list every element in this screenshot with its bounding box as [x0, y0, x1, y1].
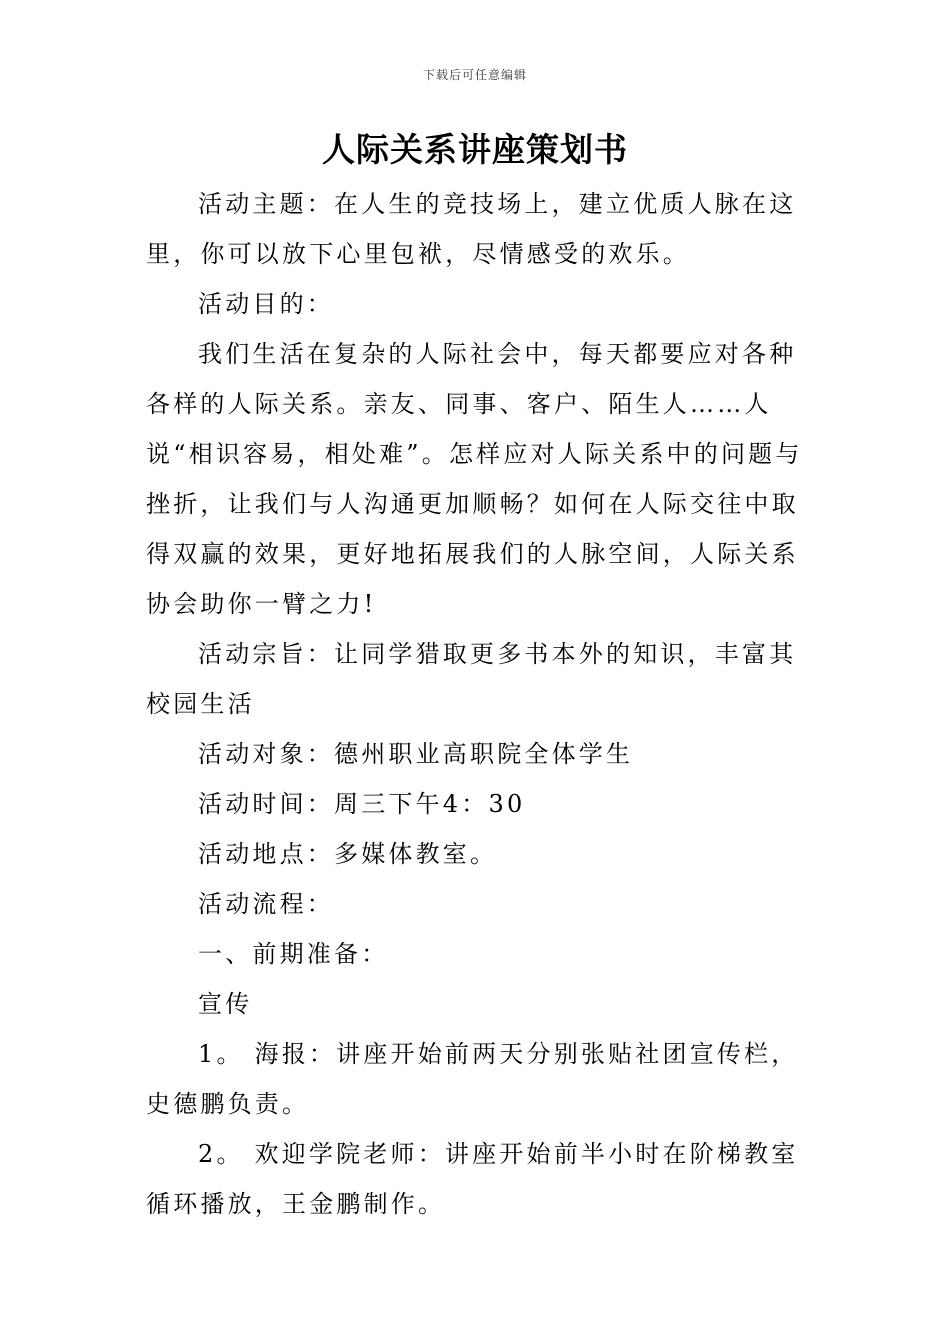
paragraph-purpose-heading: 活动目的： [198, 290, 334, 318]
paragraph-purpose: 我们生活在复杂的人际社会中，每天都要应对各种各样的人际关系。亲友、同事、客户、陌生人……人说“相识容易，相处难”。怎样应对人际关系中的问题与挫折，让我们与人沟通更加顺畅？如何在人际交往中取得双赢的效果，更好地拓展我们的人脉空间，人际关系协会助你一臂之力! [146, 340, 803, 618]
paragraph-publicity: 宣传 [198, 990, 253, 1018]
paragraph-aim: 活动宗旨：让同学猎取更多书本外的知识，丰富其校园生活 [146, 640, 797, 718]
paragraph-time: 活动时间：周三下午4：30 [198, 790, 526, 818]
paragraph-location: 活动地点：多媒体教室。 [198, 840, 498, 868]
document-body [146, 179, 818, 1229]
paragraph-preparation-heading: 一、前期准备： [198, 940, 389, 968]
paragraph-process-heading: 活动流程： [198, 890, 334, 918]
paragraph-item-1: 1。 海报：讲座开始前两天分别张贴社团宣传栏，史德鹏负责。 [146, 1040, 799, 1118]
header-note: 下载后可任意编辑 [422, 68, 527, 82]
paragraph-item-2: 2。 欢迎学院老师：讲座开始前半小时在阶梯教室循环播放，王金鹏制作。 [146, 1140, 799, 1218]
document-title: 人际关系讲座策划书 [322, 130, 628, 169]
paragraph-audience: 活动对象：德州职业高职院全体学生 [198, 740, 634, 768]
paragraph-theme: 活动主题：在人生的竞技场上，建立优质人脉在这里，你可以放下心里包袱，尽情感受的欢乐。 [146, 190, 797, 268]
